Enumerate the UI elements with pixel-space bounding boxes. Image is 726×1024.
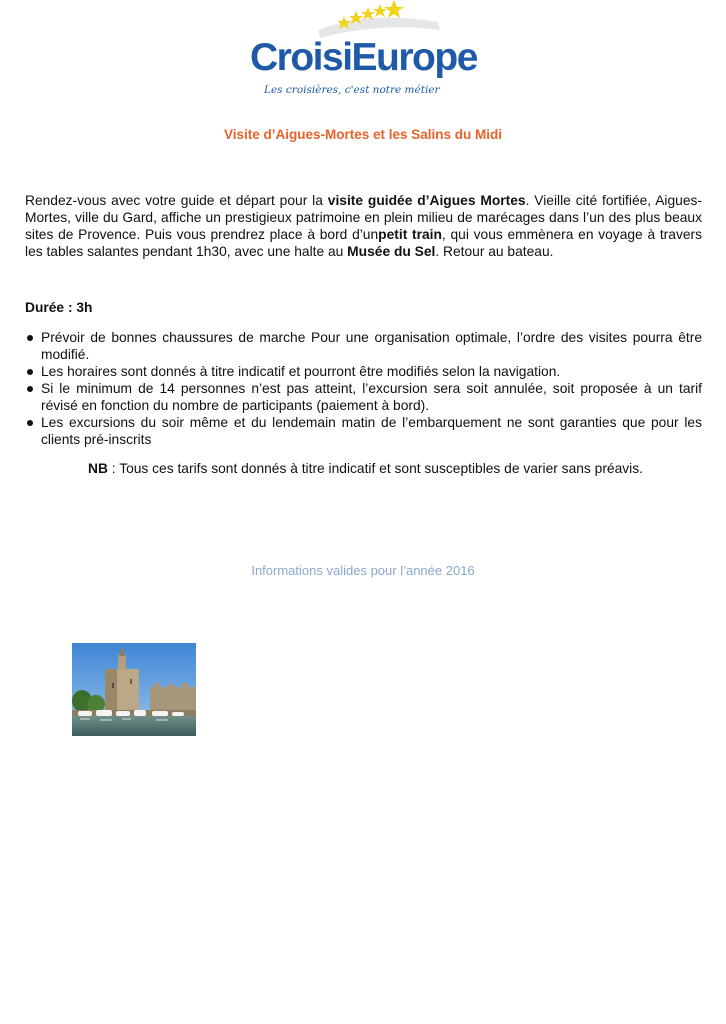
list-item: Si le minimum de 14 personnes n’est pas atteint, l’excursion sera soit annulée, soit proposée à un tarif révisé en fonction du nombre de participants (paiement à bord).	[25, 380, 702, 414]
intro-text-3: , qui vous emmènera en voyage à travers les tables salantes pendant 1h30, avec une halte au	[25, 227, 703, 259]
logo-brand-europe: Europe	[351, 36, 477, 79]
validity-note: Informations valides pour l’année 2016	[251, 563, 475, 578]
logo-brand-croisi: Croisi	[250, 36, 352, 79]
list-item: Les excursions du soir même et du lendemain matin de l’embarquement ne sont garanties que pour les clients pré-inscrits	[25, 414, 702, 448]
intro-text-4: . Retour au bateau.	[435, 244, 554, 259]
intro-bold-visit: visite guidée d’Aigues Mortes	[327, 193, 526, 208]
intro-text-1: Rendez-vous avec votre guide et départ pour la	[25, 193, 328, 208]
intro-bold-train: petit train	[378, 227, 442, 242]
svg-text:CroisiEurope	[250, 36, 478, 79]
duration-label: Durée : 3h	[25, 300, 93, 315]
nb-label: NB	[88, 461, 108, 476]
page-title: Visite d’Aigues-Mortes et les Salins du Midi	[223, 127, 503, 142]
list-item: Prévoir de bonnes chaussures de marche Pour une organisation optimale, l’ordre des visites pourra être modifié.	[25, 329, 702, 363]
notes-list	[25, 329, 702, 448]
logo-graphic	[248, 0, 480, 98]
intro-bold-museum: Musée du Sel	[347, 244, 436, 259]
nb-note	[88, 461, 643, 476]
croisieurope-logo	[248, 0, 480, 98]
logo-tagline: Les croisières, c'est notre métier	[264, 84, 440, 96]
intro-text-2: . Vieille cité fortifiée, Aigues-Mortes, ville du Gard, affiche un prestigieux patrimoine en plein milieu de marécages dans l’un des plus beaux sites de Provence. Puis vous prendrez place à bord d’un	[25, 193, 703, 242]
photo-illustration	[72, 643, 196, 736]
list-item: Les horaires sont donnés à titre indicatif et pourront être modifiés selon la navigation.	[25, 363, 702, 380]
nb-text: : Tous ces tarifs sont donnés à titre indicatif et sont susceptibles de varier sans préavis.	[107, 461, 643, 476]
aigues-mortes-photo	[72, 643, 196, 736]
intro-paragraph	[25, 192, 702, 260]
logo-swoosh	[318, 18, 440, 39]
